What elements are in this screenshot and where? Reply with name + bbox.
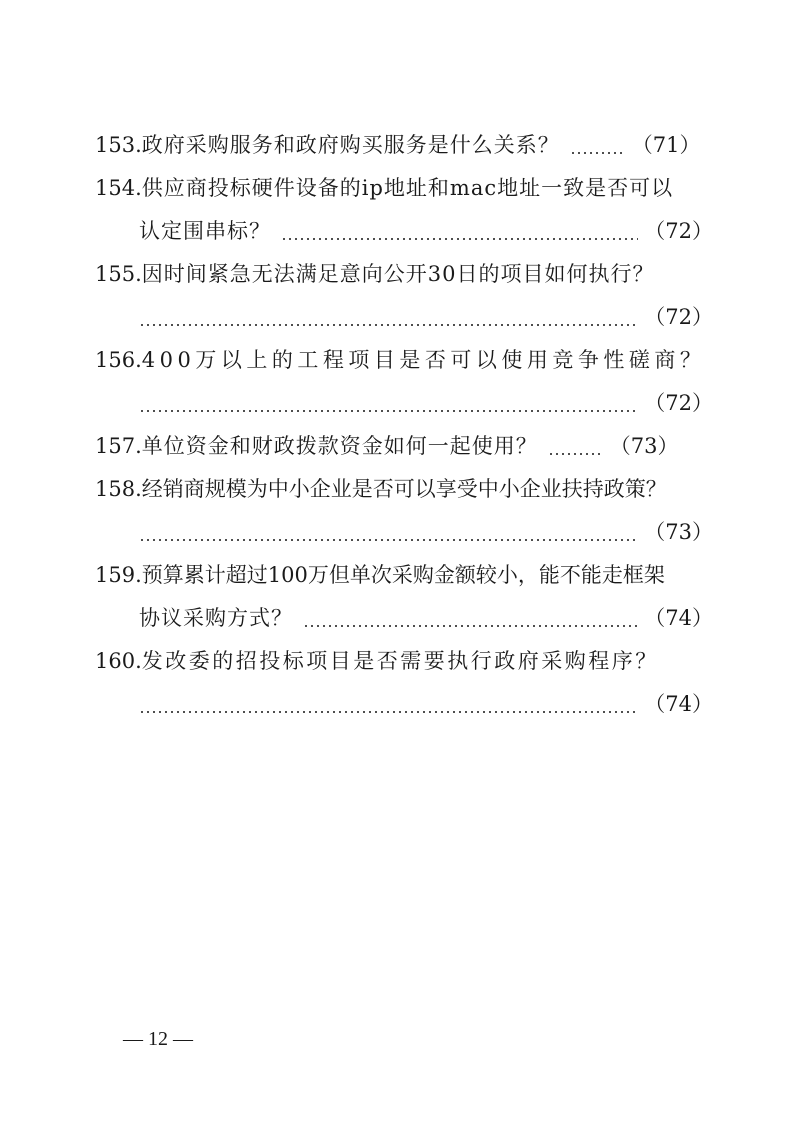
entry-title-continued: 认定围串标？ [139,219,271,243]
entry-number: 158. [95,477,142,501]
entry-number: 153. [95,133,142,157]
entry-number: 155. [95,262,142,286]
leader-dots [570,124,626,167]
entry-page: （74） [644,692,713,716]
toc-entry-158[interactable] [95,468,713,554]
entry-page: （72） [644,391,713,415]
entry-title: 单位资金和财政拨款资金如何一起使用？ [141,434,538,458]
leader-dots [281,210,638,253]
leader-dots [303,597,638,640]
leader-dots [139,683,638,726]
leader-dots [139,511,638,554]
entry-page: （73） [644,520,713,544]
entry-page: （72） [644,305,713,329]
table-of-contents [95,124,713,726]
entry-page: （74） [644,606,713,630]
entry-page: （73） [609,434,679,458]
toc-entry-160[interactable] [95,640,713,726]
entry-title: 400万以上的工程项目是否可以使用竞争性磋商？ [141,348,706,372]
entry-number: 157. [95,434,142,458]
entry-title: 因时间紧急无法满足意向公开30日的项目如何执行？ [141,262,655,286]
entry-number: 160. [95,649,142,673]
toc-entry-156[interactable] [95,339,713,425]
leader-dots [139,296,638,339]
leader-dots [548,425,604,468]
toc-entry-153[interactable] [95,124,713,167]
toc-entry-157[interactable] [95,425,713,468]
entry-number: 156. [95,348,142,372]
entry-title: 发改委的招投标项目是否需要执行政府采购程序？ [141,649,659,673]
entry-title: 政府采购服务和政府购买服务是什么关系？ [141,133,560,157]
entry-title: 预算累计超过100万但单次采购金额较小，能不能走框架 [141,563,665,587]
toc-entry-154[interactable] [95,167,713,253]
entry-number: 159. [95,563,142,587]
entry-page: （71） [631,133,701,157]
entry-title: 供应商投标硬件设备的ip地址和mac地址一致是否可以 [141,176,674,200]
entry-title-continued: 协议采购方式？ [139,606,293,630]
entry-page: （72） [644,219,713,243]
entry-title: 经销商规模为中小企业是否可以享受中小企业扶持政策？ [141,477,667,501]
toc-entry-159[interactable] [95,554,713,640]
page-number: — 12 — [123,1028,193,1050]
entry-number: 154. [95,176,142,200]
toc-entry-155[interactable] [95,253,713,339]
leader-dots [139,382,638,425]
